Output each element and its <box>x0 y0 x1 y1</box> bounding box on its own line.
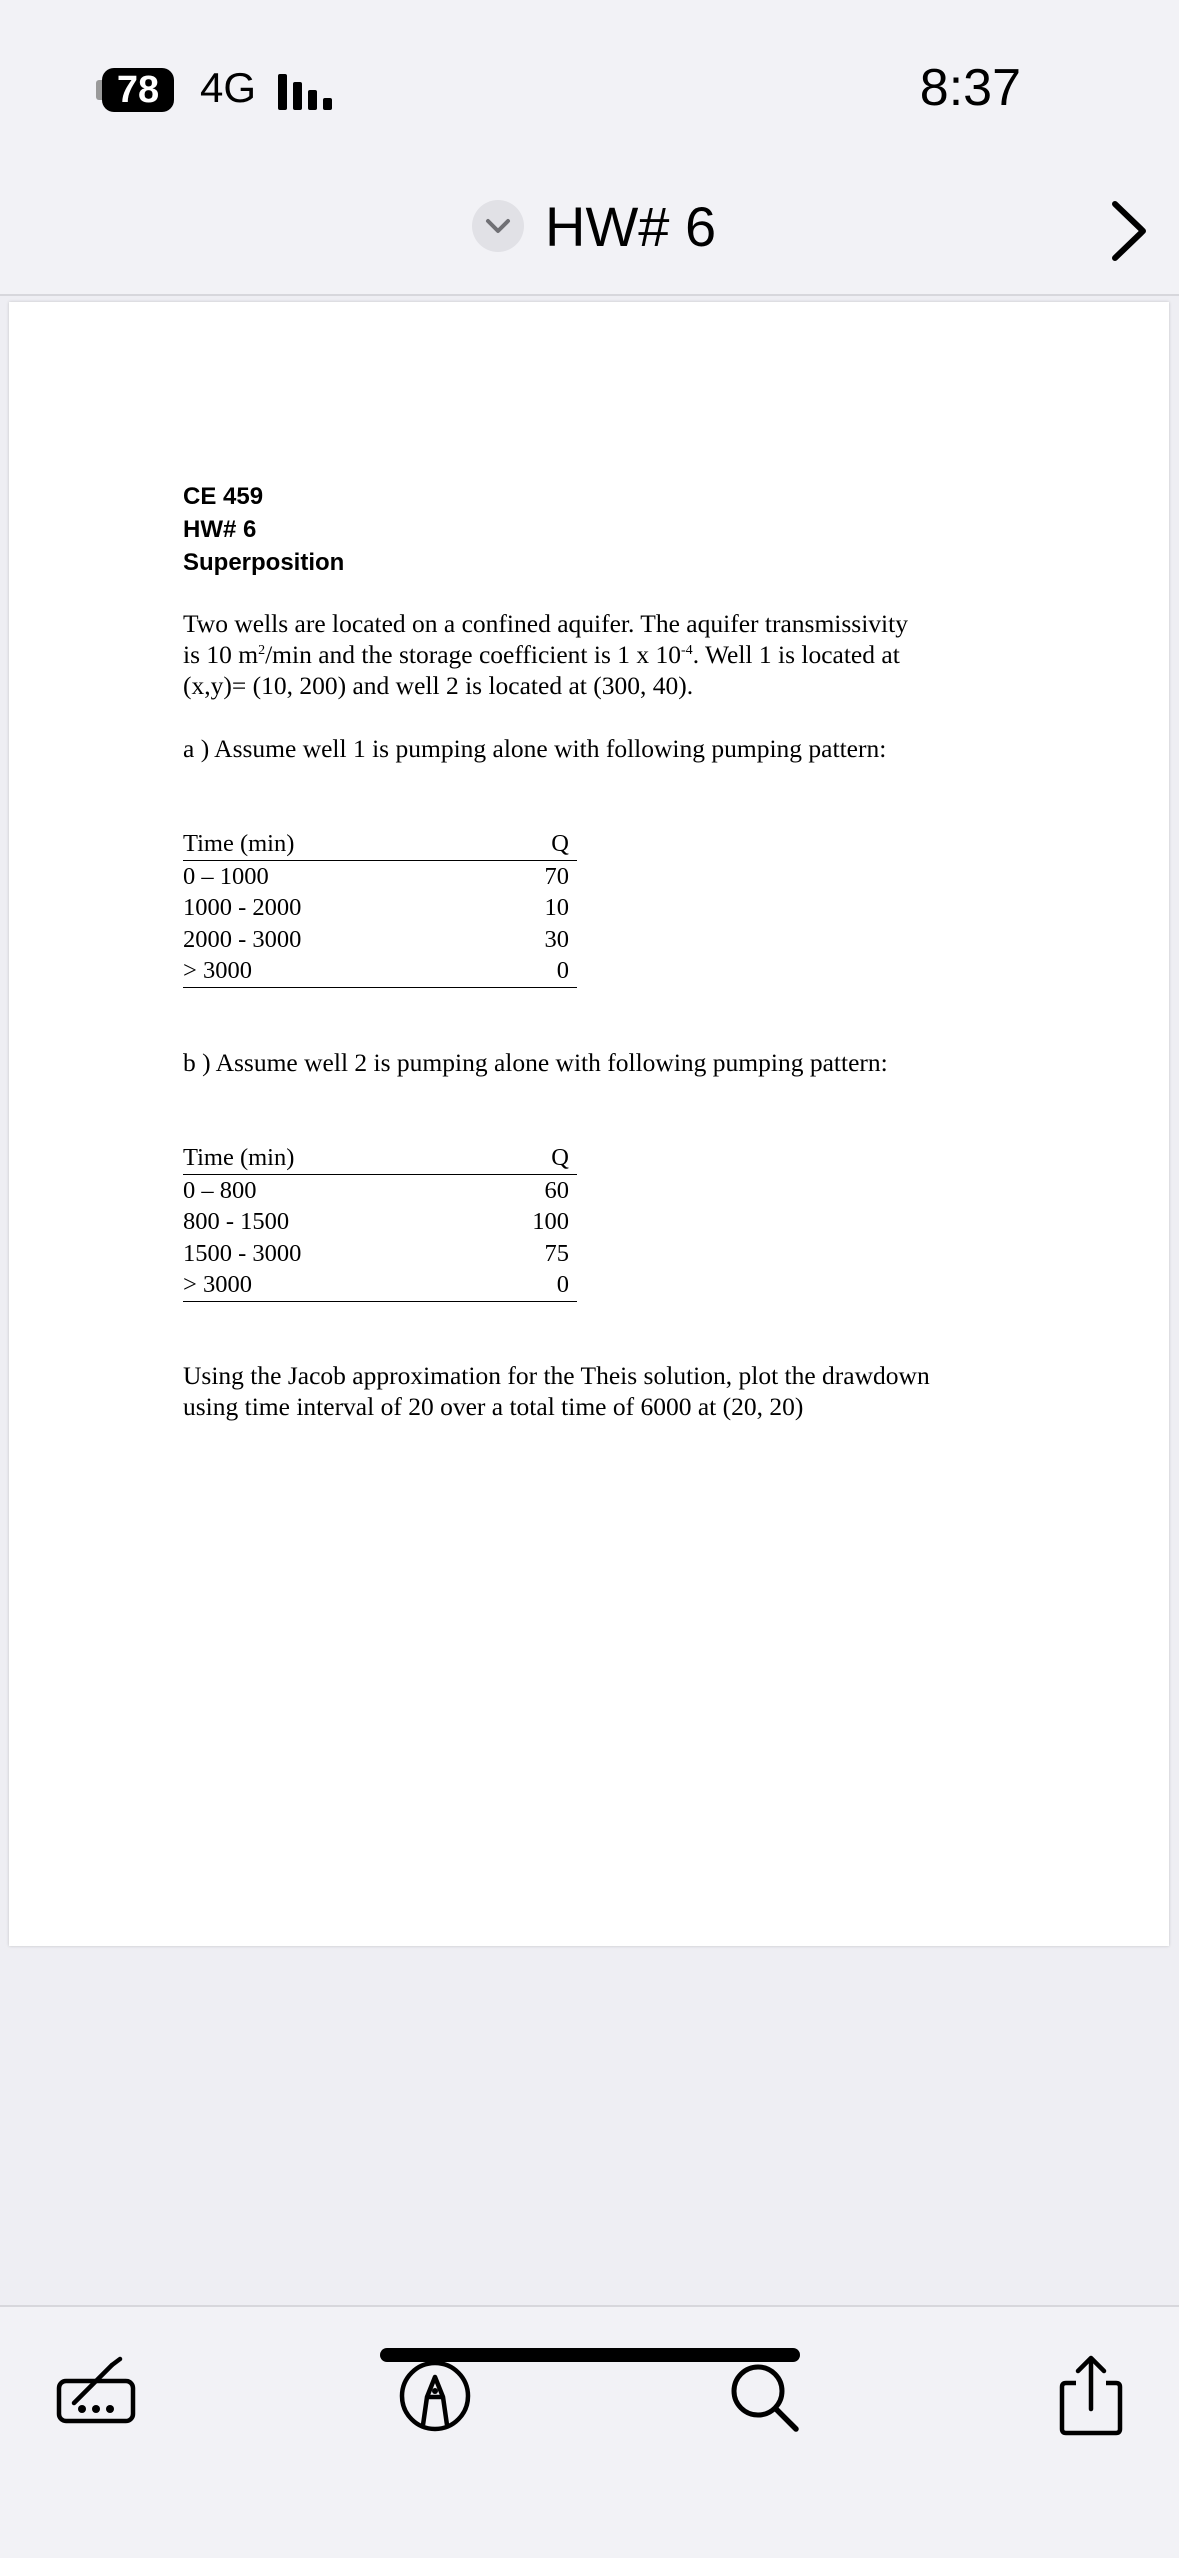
intro-paragraph <box>183 608 908 701</box>
document-title[interactable]: HW# 6 <box>545 195 717 258</box>
q-cell: 100 <box>532 1208 569 1235</box>
time-cell: 0 – 800 <box>183 1176 257 1204</box>
pumping-table-well-2 <box>183 1142 577 1302</box>
time-cell: 2000 - 3000 <box>183 925 302 953</box>
chevron-down-icon <box>472 200 524 252</box>
document-page[interactable] <box>9 302 1169 1946</box>
part-a-text: a ) Assume well 1 is pumping alone with following pumping pattern: <box>183 734 887 763</box>
q-cell: 10 <box>544 894 569 921</box>
title-menu-button[interactable] <box>472 200 524 252</box>
table-row <box>183 1175 577 1207</box>
q-cell: 30 <box>544 925 569 953</box>
homework-number: HW# 6 <box>183 516 257 543</box>
q-column-header: Q <box>551 830 569 857</box>
table-header-row <box>183 828 577 861</box>
pumping-table-well-1 <box>183 828 577 988</box>
bottom-toolbar <box>0 2305 1179 2558</box>
part-b-text: b ) Assume well 2 is pumping alone with following pumping pattern: <box>183 1048 888 1077</box>
table-row <box>183 1238 577 1270</box>
table-row <box>183 861 577 893</box>
table-row <box>183 1269 577 1302</box>
conclusion-line: using time interval of 20 over a total time of 6000 at (20, 20) <box>183 1392 804 1421</box>
time-column-header: Time (min) <box>183 830 295 857</box>
table-row <box>183 892 577 924</box>
time-cell: 800 - 1500 <box>183 1208 290 1235</box>
table-row <box>183 1206 577 1238</box>
q-column-header: Q <box>551 1144 569 1171</box>
q-cell: 0 <box>556 957 569 984</box>
course-code: CE 459 <box>183 483 264 510</box>
document-title-bar <box>0 170 1179 296</box>
home-indicator[interactable] <box>380 2348 800 2362</box>
markup-tools-icon[interactable] <box>52 2351 142 2441</box>
intro-line: (x,y)= (10, 200) and well 2 is located at (300, 40). <box>183 671 694 700</box>
time-cell: 1000 - 2000 <box>183 894 302 921</box>
time-cell: > 3000 <box>183 957 252 984</box>
conclusion-line: Using the Jacob approximation for the Theis solution, plot the drawdown <box>183 1361 930 1390</box>
document-header <box>183 480 344 579</box>
topic: Superposition <box>183 549 345 576</box>
share-icon[interactable] <box>1046 2351 1136 2441</box>
search-icon[interactable] <box>720 2351 810 2441</box>
time-column-header: Time (min) <box>183 1144 295 1171</box>
chevron-right-icon <box>1103 196 1153 266</box>
intro-line: Two wells are located on a confined aquifer. The aquifer transmissivity <box>183 609 908 638</box>
time-cell: 0 – 1000 <box>183 862 269 890</box>
q-cell: 60 <box>544 1176 569 1204</box>
table-row <box>183 924 577 956</box>
conclusion-paragraph <box>183 1360 930 1422</box>
table-header-row <box>183 1142 577 1175</box>
time-cell: 1500 - 3000 <box>183 1239 302 1267</box>
network-type: 4G <box>200 64 257 111</box>
q-cell: 75 <box>544 1239 569 1267</box>
battery-level-badge: 78 <box>102 68 174 112</box>
q-cell: 70 <box>544 862 569 890</box>
status-bar <box>0 0 1179 170</box>
intro-line: is 10 $m^2/\min$ and the storage coefficient is 1 x $10^{-4}$. Well 1 is located at <box>183 640 900 669</box>
q-cell: 0 <box>556 1271 569 1298</box>
next-document-button[interactable] <box>1103 196 1153 266</box>
status-time: 8:37 <box>919 59 1021 117</box>
time-cell: > 3000 <box>183 1271 252 1298</box>
signal-strength-icon <box>278 70 338 110</box>
table-row <box>183 955 577 988</box>
pen-markup-icon[interactable] <box>390 2351 480 2441</box>
